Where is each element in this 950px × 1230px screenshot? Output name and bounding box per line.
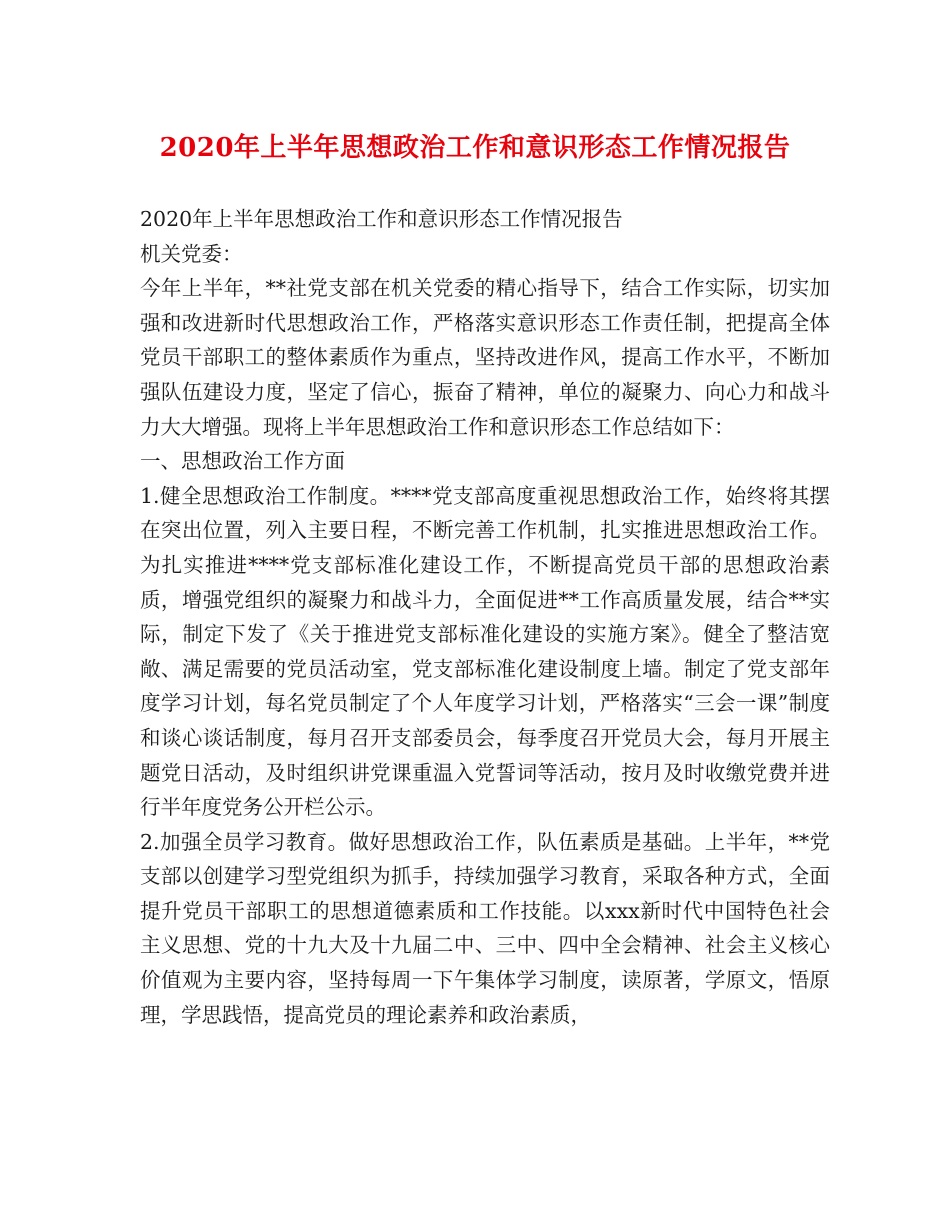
document-body [140, 202, 830, 1032]
paragraph-item-2: 2.加强全员学习教育。做好思想政治工作，队伍素质是基础。上半年，**党支部以创建学习型党组织为抓手，持续加强学习教育，采取各种方式，全面提升党员干部职工的思想道德素质和工作技能。以xxx新时代中国特色社会主义思想、党的十九大及十九届二中、三中、四中全会精神、社会主义核心价值观为主要内容，坚持每周一下午集体学习制度，读原著，学原文，悟原理，学思践悟，提高党员的理论素养和政治素质， [140, 829, 830, 1027]
paragraph-intro: 今年上半年，**社党支部在机关党委的精心指导下，结合工作实际，切实加强和改进新时代思想政治工作，严格落实意识形态工作责任制，把提高全体党员干部职工的整体素质作为重点，坚持改进作风，提高工作水平，不断加强队伍建设力度，坚定了信心，振奋了精神，单位的凝聚力、向心力和战斗力大大增强。现将上半年思想政治工作和意识形态工作总结如下： [140, 276, 830, 439]
paragraph-item-1: 1.健全思想政治工作制度。****党支部高度重视思想政治工作，始终将其摆在突出位置，列入主要日程，不断完善工作机制，扎实推进思想政治工作。为扎实推进****党支部标准化建设工作，不断提高党员干部的思想政治素质，增强党组织的凝聚力和战斗力，全面促进**工作高质量发展，结合**实际，制定下发了《关于推进党支部标准化建设的实施方案》。健全了整洁宽敞、满足需要的党员活动室，党支部标准化建设制度上墙。制定了党支部年度学习计划，每名党员制定了个人年度学习计划，严格落实“三会一课”制度和谈心谈话制度，每月召开支部委员会，每季度召开党员大会，每月开展主题党日活动，及时组织讲党课重温入党誓词等活动，按月及时收缴党费并进行半年度党务公开栏公示。 [140, 483, 830, 820]
paragraph-subtitle: 2020年上半年思想政治工作和意识形态工作情况报告 [140, 207, 623, 231]
section-heading: 一、思想政治工作方面 [140, 449, 345, 474]
document-title: 2020年上半年思想政治工作和意识形态工作情况报告 [159, 133, 791, 163]
paragraph-salutation: 机关党委： [140, 241, 243, 266]
